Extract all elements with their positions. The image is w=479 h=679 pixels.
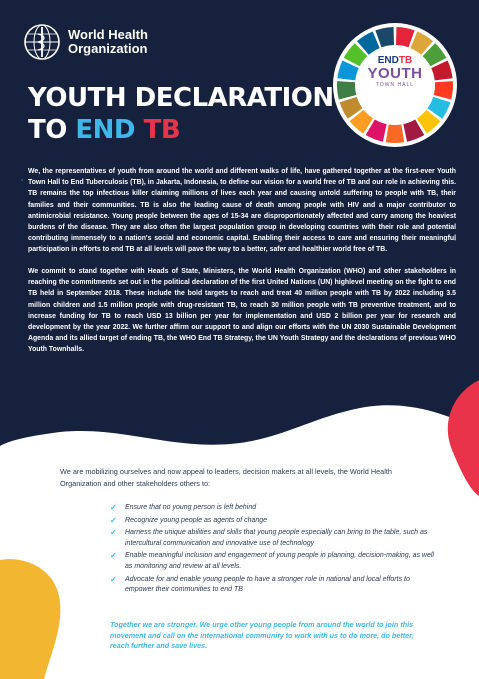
badge-endtb: ENDTB xyxy=(377,55,413,66)
check-icon: ✓ xyxy=(110,528,117,538)
appeal-list xyxy=(110,503,440,598)
title-tb: TB xyxy=(143,115,181,145)
closing-statement: Together we are stronger. We urge other young people from around the world to join this movement and call on the international community to work with us to do more, do better, reach further and save lives. xyxy=(110,620,414,651)
check-icon: ✓ xyxy=(110,503,117,512)
paragraph-2: We commit to stand together with Heads of State, Ministers, the World Health Organization (WHO) and other stakeholders in reaching the commitments set out in the political declaration of the first United Nations (UN) highlevel meeting on the fight to end TB held in September 2018. These include the bold targets to reach and treat 40 million people with TB by 2022 including 3.5 million children and 1.5 million people with drug-resistant TB, to reach 30 million people with TB preventive treatment, and to increase funding for TB to reach USD 13 billion per year for implementation and USD 2 billion per year for research and development by the year 2022. We further affirm our support to and align our efforts with the UN 2030 Sustainable Development Agenda and its allied target of ending TB, the WHO End TB Strategy, the UN Youth Strategy and the declarations of previous WHO Youth Townhalls. xyxy=(28,268,456,354)
title-to: TO xyxy=(28,115,67,145)
youth-townhall-badge xyxy=(362,55,428,88)
page-title xyxy=(28,82,334,146)
badge-townhall: TOWN HALL xyxy=(375,82,415,88)
list-item: ✓ Enable meaningful inclusion and engagement of young people in planning, decision-making, as well as monitoring and review at all levels. xyxy=(110,551,434,570)
appeal-intro: We are mobilizing ourselves and now appeal to leaders, decision makers at all levels, the World Health Organization and other stakeholders others to: xyxy=(60,467,392,488)
list-item: ✓ Ensure that no young person is left behind xyxy=(110,503,257,512)
who-name: World Health Organization xyxy=(68,27,148,56)
list-item: ✓ Recognize young people as agents of change xyxy=(110,515,268,525)
title-end: END xyxy=(75,115,136,145)
who-logo xyxy=(22,22,158,62)
decor-dot-1 xyxy=(21,179,23,181)
yellow-wave-left xyxy=(0,559,60,679)
check-icon: ✓ xyxy=(110,574,117,584)
check-icon: ✓ xyxy=(110,551,117,561)
ring-segment xyxy=(386,124,404,143)
who-emblem-icon xyxy=(22,22,62,62)
list-item: ✓ Harness the unique abilities and skills that young people especially can bring to the table, such as intercultural communication and innovative use of technology xyxy=(110,528,428,547)
title-line1: YOUTH DECLARATION xyxy=(28,83,334,113)
list-item: ✓ Advocate for and enable young people to have a stronger role in national and local efforts to empower their communities to end TB xyxy=(110,574,410,594)
badge-youth: YOUTH xyxy=(367,65,423,82)
check-icon: ✓ xyxy=(110,515,117,525)
paragraph-1: We, the representatives of youth from around the world and different walks of life, have gathered together at the first-ever Youth Town Hall to End Tuberculosis (TB), in Jakarta, Indonesia, to define our vision for a world free of TB and our role in achieving this. TB remains the top infectious killer claiming millions of lives each year and causing untold suffering to people with TB, their families and their communities. TB is also the leading cause of death among people with HIV and a major contributor to antimicrobial resistance. Young people between the ages of 15-34 are disproportionately affected and carry among the heaviest burdens of the disease. They are also often the largest population group in developing countries with their role and potential contributing immensely to a nation's social and economic capital. Enabling their access to care and ensuring their meaningful participation in efforts to end TB at all levels will pave the way to a better, safer and healthier world free of TB. xyxy=(28,168,456,254)
